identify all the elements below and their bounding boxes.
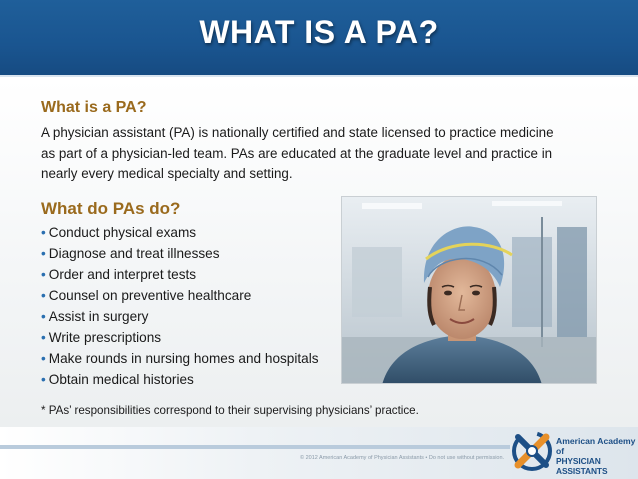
slide-title: WHAT IS A PA? bbox=[199, 14, 439, 50]
duty-label: Assist in surgery bbox=[48, 309, 149, 324]
duty-item bbox=[41, 369, 319, 390]
slide-header bbox=[0, 0, 638, 77]
aapa-caduceus-logo-icon bbox=[508, 427, 556, 475]
duty-item bbox=[41, 327, 319, 348]
logo-line2: PHYSICIAN ASSISTANTS bbox=[556, 456, 608, 476]
slide-content bbox=[0, 79, 638, 427]
bullet-icon: • bbox=[41, 372, 46, 387]
slide-footer bbox=[0, 427, 638, 479]
duty-item bbox=[41, 285, 319, 306]
duty-label: Write prescriptions bbox=[48, 330, 162, 345]
bullet-icon: • bbox=[41, 330, 46, 345]
duty-label: Make rounds in nursing homes and hospitals bbox=[48, 351, 319, 366]
bullet-icon: • bbox=[41, 288, 46, 303]
duty-item bbox=[41, 264, 319, 285]
what-do-pas-do-heading: What do PAs do? bbox=[41, 199, 181, 218]
duty-label: Obtain medical histories bbox=[48, 372, 194, 387]
what-is-pa-heading: What is a PA? bbox=[41, 99, 147, 116]
logo-line1: American Academy of bbox=[556, 436, 636, 456]
aapa-logo-text bbox=[556, 436, 638, 476]
bullet-icon: • bbox=[41, 246, 46, 261]
footnote: * PAs’ responsibilities correspond to their supervising physicians’ practice. bbox=[41, 404, 419, 417]
duty-item bbox=[41, 306, 319, 327]
duties-list bbox=[41, 222, 319, 390]
what-is-pa-paragraph: A physician assistant (PA) is nationally certified and state licensed to practice medicine as part of a physician-led team. PAs are educated at the graduate level and practice in nearly every medical specialty and setting. bbox=[41, 125, 554, 181]
bullet-icon: • bbox=[41, 309, 46, 324]
duty-label: Conduct physical exams bbox=[48, 225, 197, 240]
pa-in-surgical-cap-photo-icon bbox=[342, 197, 597, 384]
bullet-icon: • bbox=[41, 225, 46, 240]
duty-label: Counsel on preventive healthcare bbox=[48, 288, 252, 303]
copyright-text: © 2012 American Academy of Physician Assistants • Do not use without permission. bbox=[300, 455, 505, 461]
duty-item bbox=[41, 222, 319, 243]
pa-photo bbox=[341, 196, 597, 384]
duty-item bbox=[41, 348, 319, 369]
bullet-icon: • bbox=[41, 267, 46, 282]
duty-item bbox=[41, 243, 319, 264]
footer-divider bbox=[0, 445, 510, 449]
bullet-icon: • bbox=[41, 351, 46, 366]
duty-label: Order and interpret tests bbox=[48, 267, 197, 282]
duty-label: Diagnose and treat illnesses bbox=[48, 246, 220, 261]
